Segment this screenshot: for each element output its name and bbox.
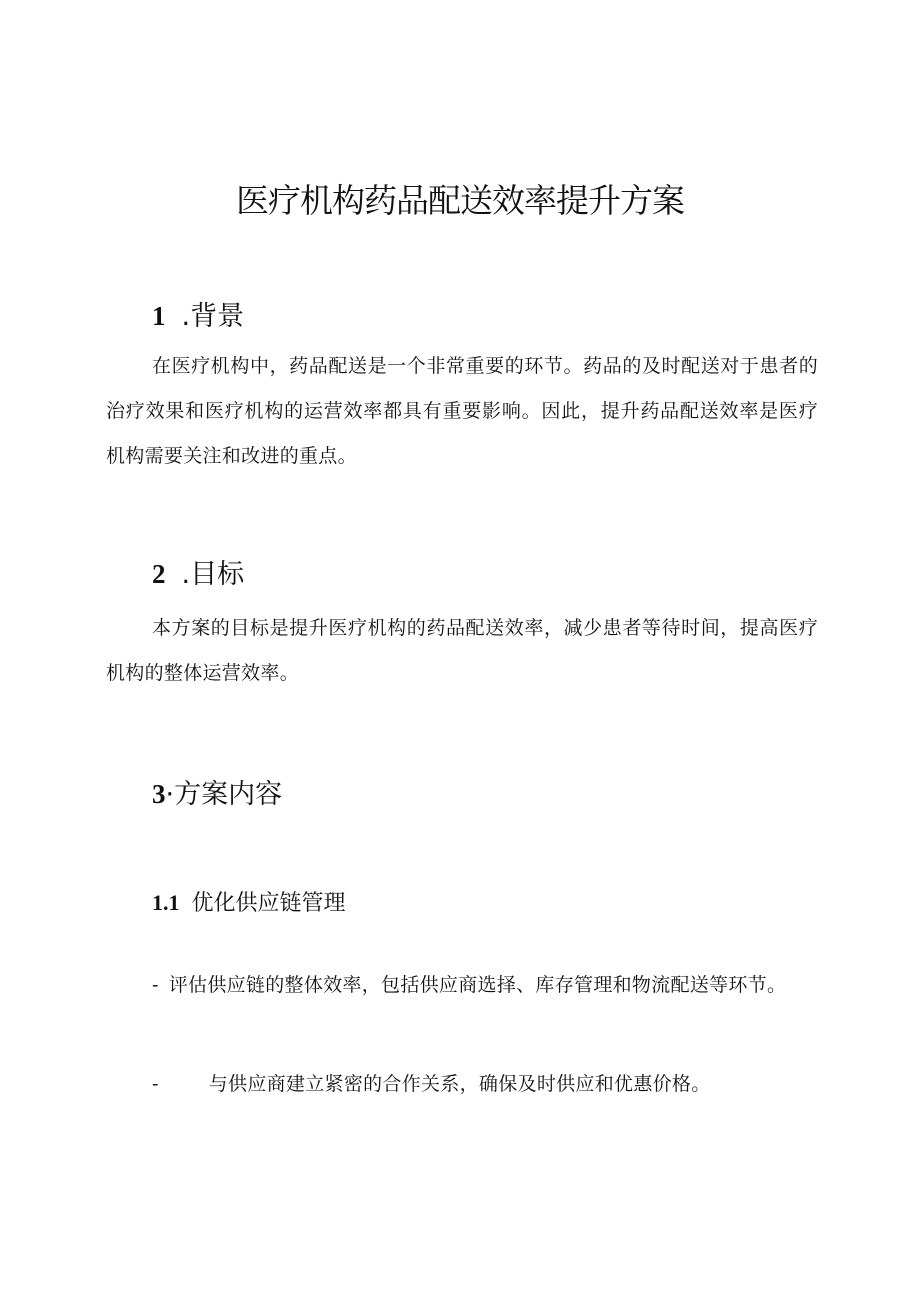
bullet-text: 与供应商建立紧密的合作关系，确保及时供应和优惠价格。 [208, 1073, 711, 1095]
section-label: .背景 [181, 301, 245, 332]
bullet-text: 评估供应链的整体效率，包括供应商选择、库存管理和物流配送等环节。 [168, 974, 787, 996]
section-paragraph-goal: 本方案的目标是提升医疗机构的药品配送效率，减少患者等待时间，提高医疗机构的整体运营效率。 [106, 617, 818, 684]
bullet-marker: - [152, 1073, 159, 1095]
section-heading-goal [152, 556, 244, 593]
bullet-item [106, 963, 818, 1008]
section-label: .目标 [181, 559, 245, 590]
document-title: 医疗机构药品配送效率提升方案 [236, 181, 684, 220]
section-heading-background [152, 298, 244, 335]
section-paragraph-background: 在医疗机构中，药品配送是一个非常重要的环节。药品的及时配送对于患者的治疗效果和医疗机构的运营效率都具有重要影响。因此，提升药品配送效率是医疗机构需要关注和改进的重点。 [106, 355, 818, 467]
section-heading-plan [152, 776, 282, 813]
section-number: 3 [152, 779, 166, 809]
subsection-heading [152, 888, 346, 919]
subsection-number: 1.1 [152, 890, 180, 915]
section-number: 1 [152, 301, 166, 331]
bullet-item [106, 1062, 818, 1107]
section-number: 2 [152, 559, 166, 589]
section-label: ·方案内容 [165, 779, 283, 810]
subsection-label: 优化供应链管理 [191, 891, 346, 916]
bullet-marker: - [152, 974, 159, 996]
